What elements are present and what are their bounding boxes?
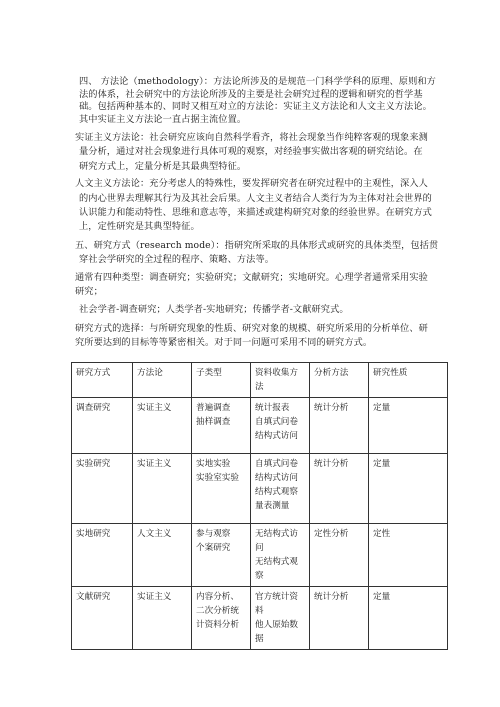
cell-line: 法 bbox=[255, 382, 264, 392]
text-line: 研究方式的选择：与所研究现象的性质、研究对象的规模、研究所采用的分析单位、研 bbox=[75, 323, 428, 334]
text-line: 量分析，通过对社会现象进行具体可观的观察，对经验事实做出客观的研究结论。在 bbox=[79, 146, 423, 157]
table-cell bbox=[192, 398, 251, 454]
cell-line: 无结构式观 bbox=[255, 557, 298, 567]
cell-line: 内容分析、 bbox=[196, 592, 239, 602]
table-cell: 实地研究 bbox=[72, 524, 133, 587]
cell-line: 普遍调查 bbox=[196, 403, 231, 413]
table-row bbox=[72, 398, 448, 454]
table-header-cell: 研究性质 bbox=[369, 363, 448, 398]
cell-line: 料 bbox=[255, 606, 264, 616]
table-cell: 人文主义 bbox=[133, 524, 192, 587]
table-header-cell: 研究方式 bbox=[72, 363, 133, 398]
cell-line: 量表测量 bbox=[255, 501, 290, 511]
table-row bbox=[72, 454, 448, 524]
table-cell: 统计分析 bbox=[310, 587, 369, 650]
table-cell: 调查研究 bbox=[72, 398, 133, 454]
cell-line: 个案研究 bbox=[196, 543, 231, 553]
table-header-cell bbox=[251, 363, 310, 398]
cell-line: 他人原始数 bbox=[255, 620, 298, 630]
table-cell: 定性分析 bbox=[310, 524, 369, 587]
text-line: 究所要达到的目标等等紧密相关。对于同一问题可采用不同的研究方式。 bbox=[75, 337, 373, 348]
cell-line: 结构式访问 bbox=[255, 431, 298, 441]
table-cell: 文献研究 bbox=[72, 587, 133, 650]
text-line: 研究； bbox=[75, 286, 103, 297]
table-cell bbox=[251, 454, 310, 524]
cell-line: 实地实验 bbox=[196, 459, 231, 469]
table-header-cell: 分析方法 bbox=[310, 363, 369, 398]
table-cell: 定量 bbox=[369, 587, 448, 650]
table-cell bbox=[251, 524, 310, 587]
text-line: 社会学者-调查研究；人类学者-实地研究；传播学者-文献研究式。 bbox=[79, 304, 349, 315]
table-cell: 统计分析 bbox=[310, 454, 369, 524]
text-line: 认识能力和能动特性、思维和意志等，来描述或建构研究对象的经验世界。在研究方式 bbox=[79, 207, 432, 218]
cell-line: 察 bbox=[255, 571, 264, 581]
text-line: 实证主义方法论：社会研究应该向自然科学看齐，将社会现象当作纯粹客观的现象来测 bbox=[75, 132, 428, 143]
cell-line: 官方统计资 bbox=[255, 592, 298, 602]
cell-line: 问 bbox=[255, 543, 264, 553]
cell-line: 二次分析统 bbox=[196, 606, 239, 616]
text-line: 上，定性研究是其典型特征。 bbox=[79, 221, 200, 232]
table-cell bbox=[251, 587, 310, 650]
text-line: 通常有四种类型：调查研究；实验研究；文献研究；实地研究。心理学者通常采用实验 bbox=[75, 272, 428, 283]
table-cell: 实证主义 bbox=[133, 587, 192, 650]
cell-line: 结构式访问 bbox=[255, 473, 298, 483]
table-cell: 实证主义 bbox=[133, 454, 192, 524]
cell-line: 据 bbox=[255, 634, 264, 644]
cell-line: 自填式问卷 bbox=[255, 459, 298, 469]
cell-line: 资料收集方 bbox=[255, 368, 298, 378]
cell-line: 统计报表 bbox=[255, 403, 290, 413]
table-row bbox=[72, 524, 448, 587]
table-cell bbox=[192, 587, 251, 650]
text-line: 五、研究方式（research mode）：指研究所采取的具体形式或研究的具体类型，包括贯 bbox=[75, 240, 439, 251]
table-row bbox=[72, 587, 448, 650]
text-line: 的内心世界去理解其行为及其社会后果。人文主义者结合人类行为为主体对社会世界的 bbox=[79, 193, 432, 204]
table-cell: 定量 bbox=[369, 398, 448, 454]
table-cell bbox=[192, 524, 251, 587]
cell-line: 结构式观察 bbox=[255, 487, 298, 497]
table-cell: 定性 bbox=[369, 524, 448, 587]
table-cell bbox=[192, 454, 251, 524]
table-cell bbox=[251, 398, 310, 454]
cell-line: 自填式问卷 bbox=[255, 417, 298, 427]
cell-line: 计资料分析 bbox=[196, 620, 239, 630]
text-line: 其中实证主义方法论一直占据主流位置。 bbox=[79, 114, 247, 125]
text-line: 研究方式上，定量分析是其最典型特征。 bbox=[79, 161, 247, 172]
text-line: 穿社会学研究的全过程的程序、策略、方法等。 bbox=[79, 254, 275, 265]
cell-line: 无结构式访 bbox=[255, 529, 298, 539]
cell-line: 实验室实验 bbox=[196, 473, 239, 483]
table-cell: 实证主义 bbox=[133, 398, 192, 454]
research-mode-table bbox=[71, 362, 448, 650]
text-line: 法的体系，社会研究中的方法论所涉及的主要是社会研究过程的逻辑和研究的哲学基 bbox=[79, 89, 423, 100]
text-line: 四、 方法论（methodology）：方法论所涉及的是规范一门科学学科的原理、原则和方 bbox=[79, 76, 436, 87]
text-line: 础。包括两种基本的、同时又相互对立的方法论：实证主义方法论和人文主义方法论。 bbox=[79, 101, 432, 112]
cell-line: 参与观察 bbox=[196, 529, 231, 539]
table-header-row bbox=[72, 363, 448, 398]
table-cell: 统计分析 bbox=[310, 398, 369, 454]
table-header-cell: 方法论 bbox=[133, 363, 192, 398]
table-cell: 实验研究 bbox=[72, 454, 133, 524]
cell-line: 抽样调查 bbox=[196, 417, 231, 427]
table-cell: 定量 bbox=[369, 454, 448, 524]
table-header-cell: 子类型 bbox=[192, 363, 251, 398]
text-line: 人文主义方法论：充分考虑人的特殊性，要发挥研究者在研究过程中的主观性，深入人 bbox=[75, 178, 428, 189]
